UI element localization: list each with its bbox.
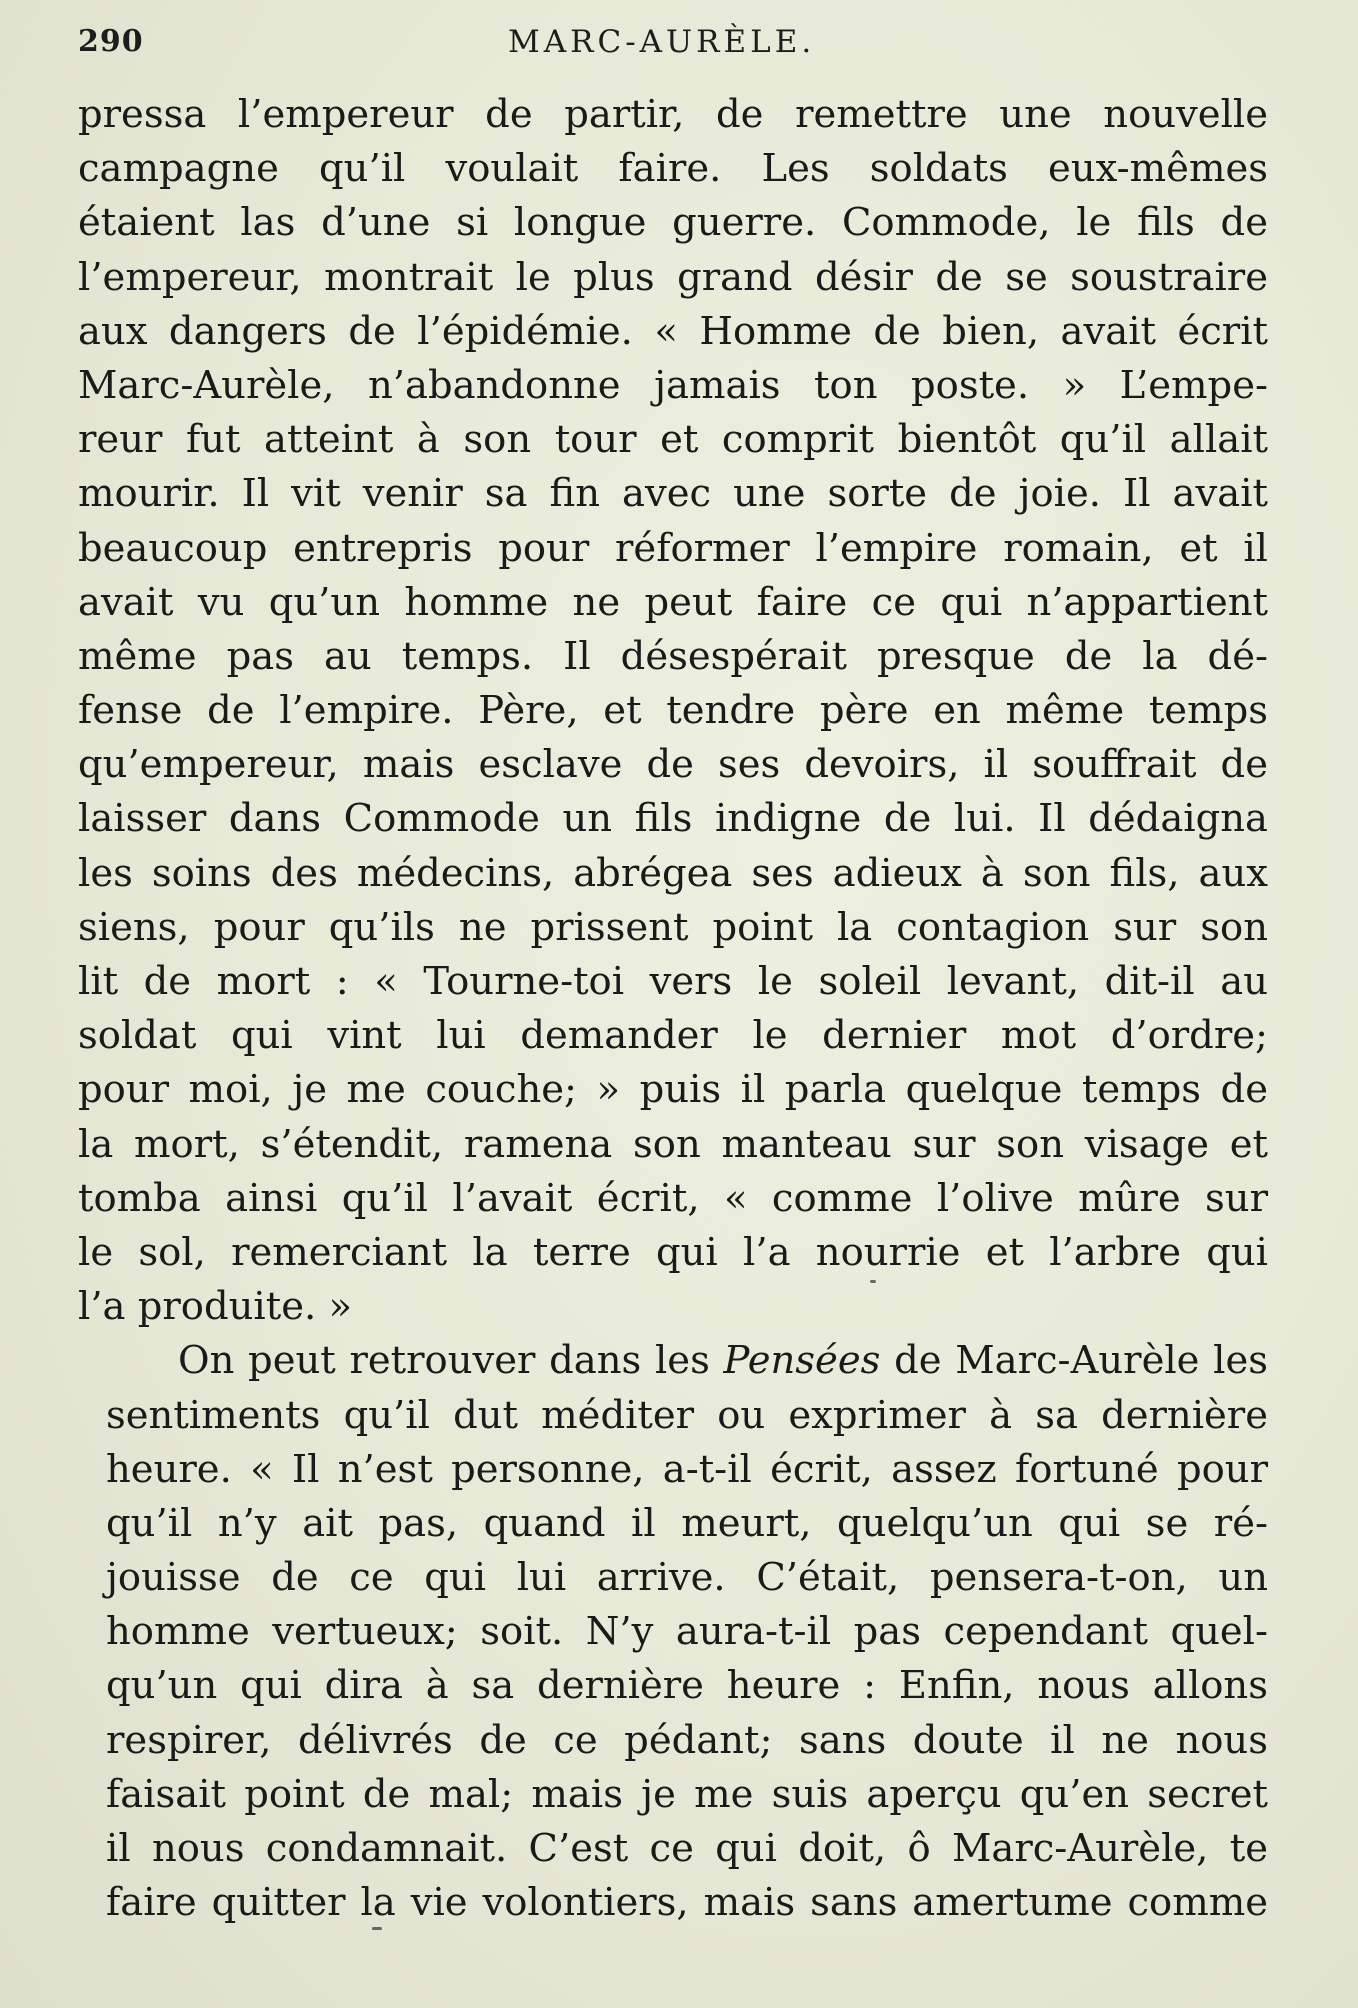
- text-line: respirer, délivrés de ce pédant; sans doute il ne nous: [106, 1717, 1268, 1763]
- text-line: qu’il n’y ait pas, quand il meurt, quelqu’un qui se ré-: [106, 1500, 1268, 1546]
- text-line: qu’empereur, mais esclave de ses devoirs, il souffrait de: [78, 742, 1268, 788]
- text-line: la mort, s’étendit, ramena son manteau sur son visage et: [78, 1121, 1268, 1167]
- paragraph-1: [78, 88, 1268, 1334]
- text-line: qu’un qui dira à sa dernière heure : Enfin, nous allons: [106, 1663, 1268, 1709]
- text-line: il nous condamnait. C’est ce qui doit, ô Marc-Aurèle, te: [106, 1826, 1268, 1871]
- text-line: beaucoup entrepris pour réformer l’empire romain, et il: [78, 525, 1268, 571]
- text-line: pressa l’empereur de partir, de remettre une nouvelle: [78, 92, 1268, 137]
- paragraph-2: [106, 1334, 1268, 1930]
- text-line: faire quitter la vie volontiers, mais sans amertume comme: [106, 1880, 1268, 1926]
- text-line: siens, pour qu’ils ne prissent point la contagion sur son: [78, 904, 1268, 950]
- text-line: aux dangers de l’épidémie. « Homme de bien, avait écrit: [78, 308, 1268, 354]
- text-line: lit de mort : « Tourne-toi vers le soleil levant, dit-il au: [78, 959, 1268, 1004]
- text-line: reur fut atteint à son tour et comprit bientôt qu’il allait: [78, 417, 1268, 463]
- text-line: Marc-Aurèle, n’abandonne jamais ton poste. » L’empe-: [78, 362, 1268, 408]
- text-line: laisser dans Commode un fils indigne de lui. Il dédaigna: [78, 796, 1268, 842]
- running-head: MARC-AURÈLE.: [508, 24, 816, 60]
- page-header: [78, 18, 1263, 70]
- text-line: tomba ainsi qu’il l’avait écrit, « comme l’olive mûre sur: [78, 1175, 1268, 1221]
- text-line: mourir. Il vit venir sa fin avec une sorte de joie. Il avait: [78, 471, 1268, 517]
- text-line: l’a produite. »: [78, 1284, 353, 1330]
- text-line: pour moi, je me couche; » puis il parla quelque temps de: [78, 1067, 1268, 1113]
- text-line: l’empereur, montrait le plus grand désir de se soustraire: [78, 254, 1268, 300]
- text-line: sentiments qu’il dut méditer ou exprimer à sa dernière: [106, 1392, 1268, 1438]
- text-line: même pas au temps. Il désespérait presque de la dé-: [78, 633, 1268, 679]
- text-line: jouisse de ce qui lui arrive. C’était, pensera-t-on, un: [106, 1555, 1268, 1601]
- print-speck: [372, 1927, 382, 1930]
- text-line: On peut retrouver dans les Pensées de Marc-Aurèle les: [178, 1338, 1269, 1384]
- text-line: étaient las d’une si longue guerre. Commode, le fils de: [78, 200, 1268, 246]
- text-line: soldat qui vint lui demander le dernier mot d’ordre;: [78, 1013, 1268, 1059]
- text-line: campagne qu’il voulait faire. Les soldats eux-mêmes: [78, 146, 1268, 192]
- text-line: homme vertueux; soit. N’y aura-t-il pas cependant quel-: [106, 1609, 1268, 1655]
- print-speck: [870, 1280, 876, 1283]
- text-line: les soins des médecins, abrégea ses adieux à son fils, aux: [78, 850, 1268, 896]
- text-line: heure. « Il n’est personne, a-t-il écrit, assez fortuné pour: [106, 1446, 1268, 1492]
- page-number: 290: [78, 24, 144, 59]
- book-title-italic: Pensées: [723, 1338, 881, 1384]
- text-line: avait vu qu’un homme ne peut faire ce qui n’appartient: [78, 579, 1268, 625]
- text-line: fense de l’empire. Père, et tendre père en même temps: [78, 688, 1268, 734]
- text-line: le sol, remerciant la terre qui l’a nourrie et l’arbre qui: [78, 1229, 1268, 1275]
- body-text: [78, 88, 1268, 1930]
- text-line: faisait point de mal; mais je me suis aperçu qu’en secret: [106, 1771, 1268, 1817]
